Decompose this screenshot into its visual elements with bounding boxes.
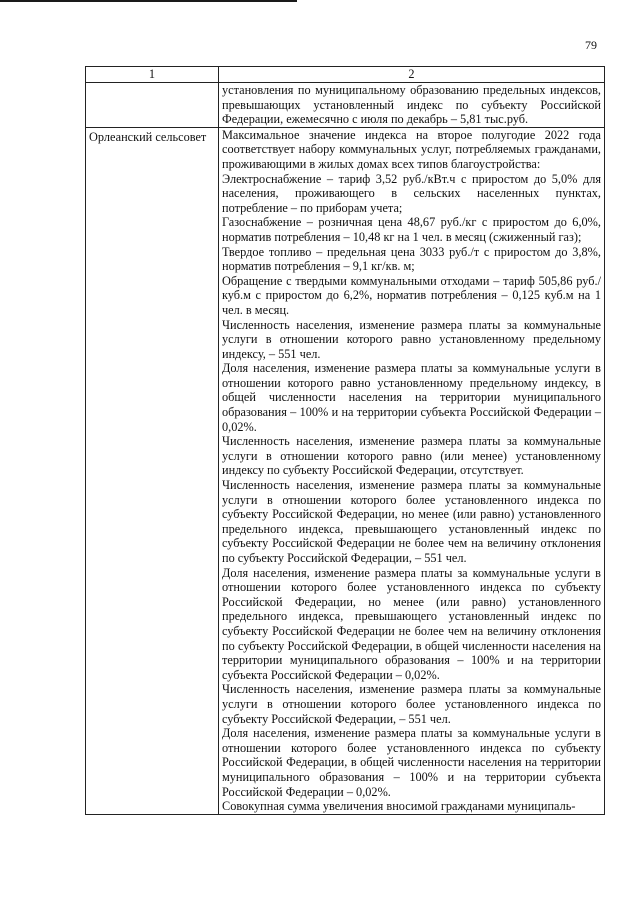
top-rule [0, 0, 297, 2]
paragraph: Электроснабжение – тариф 3,52 руб./кВт.ч с приростом до 5,0% для населения, проживающего в сельских населенных пунктах, потребление – по приборам учета; [222, 171, 601, 215]
municipality-name: Орлеанский сельсовет [86, 127, 219, 814]
paragraph: Численность населения, изменение размера платы за коммунальные услуги в отношении которого равно (или менее) установленному индексу по субъекту Российской Федерации, отсутствует. [222, 434, 601, 478]
column-header-1: 1 [86, 67, 219, 83]
paragraph: Доля населения, изменение размера платы за коммунальные услуги в отношении которого более установленного индекса по субъекту Российской Федерации, но менее (или равно) установленного предельного индекса, превышающего установленный индекс по субъекту Российской Федерации не более чем на величину отклонения по субъекту Российской Федерации, в общей численности населения на территории муниципального образования – 100% и на территории субъекта Российской Федерации – 0,02%. [222, 565, 601, 682]
paragraph: Численность населения, изменение размера платы за коммунальные услуги в отношении которого более установленного индекса по субъекту Российской Федерации, – 551 чел. [222, 682, 601, 726]
municipality-details-cell [219, 127, 605, 814]
paragraph: Максимальное значение индекса на второе полугодие 2022 года соответствует набору коммунальных услуг, потребляемых гражданами, проживающими в жилых домах всех типов благоустройства: [222, 127, 601, 171]
paragraph: Обращение с твердыми коммунальными отходами – тариф 505,86 руб./куб.м с приростом до 6,2%, норматив потребления – 0,125 куб.м на 1 чел. в месяц. [222, 273, 601, 317]
paragraph: Доля населения, изменение размера платы за коммунальные услуги в отношении которого равно установленному предельному индексу, в общей численности населения на территории муниципального образования – 100% и на территории субъекта Российской Федерации – 0,02%. [222, 361, 601, 434]
column-header-2: 2 [219, 67, 605, 83]
paragraph: Доля населения, изменение размера платы за коммунальные услуги в отношении которого более установленного индекса по субъекту Российской Федерации, в общей численности населения на территории муниципального образования – 100% и на территории субъекта Российской Федерации – 0,02%. [222, 726, 601, 799]
paragraph: Газоснабжение – розничная цена 48,67 руб./кг с приростом до 6,0%, норматив потребления – 10,48 кг на 1 чел. в месяц (сжиженный газ); [222, 215, 601, 244]
data-table [85, 66, 605, 815]
paragraph: Совокупная сумма увеличения вносимой гражданами муниципаль- [222, 799, 576, 814]
paragraph: Численность населения, изменение размера платы за коммунальные услуги в отношении которого более установленного индекса по субъекту Российской Федерации, но менее (или равно) установленного предельного индекса, превышающего установленный индекс по субъекту Российской Федерации не более чем на величину отклонения по субъекту Российской Федерации, – 551 чел. [222, 478, 601, 565]
empty-cell [86, 83, 219, 128]
continued-paragraph: установления по муниципальному образованию предельных индексов, превышающих установленный индекс по субъекту Российской Федерации, ежемесячно с июля по декабрь – 5,81 тыс.руб. [222, 83, 601, 127]
continued-text-cell [219, 83, 605, 128]
table-row [86, 83, 605, 128]
paragraph: Твердое топливо – предельная цена 3033 руб./т с приростом до 3,8%, норматив потребления – 9,1 кг/кв. м; [222, 244, 601, 274]
page-number: 79 [585, 38, 597, 52]
table-header-row [86, 67, 605, 83]
paragraph: Численность населения, изменение размера платы за коммунальные услуги в отношении которого равно установленному предельному индексу, – 551 чел. [222, 317, 601, 361]
table-row [86, 127, 605, 814]
